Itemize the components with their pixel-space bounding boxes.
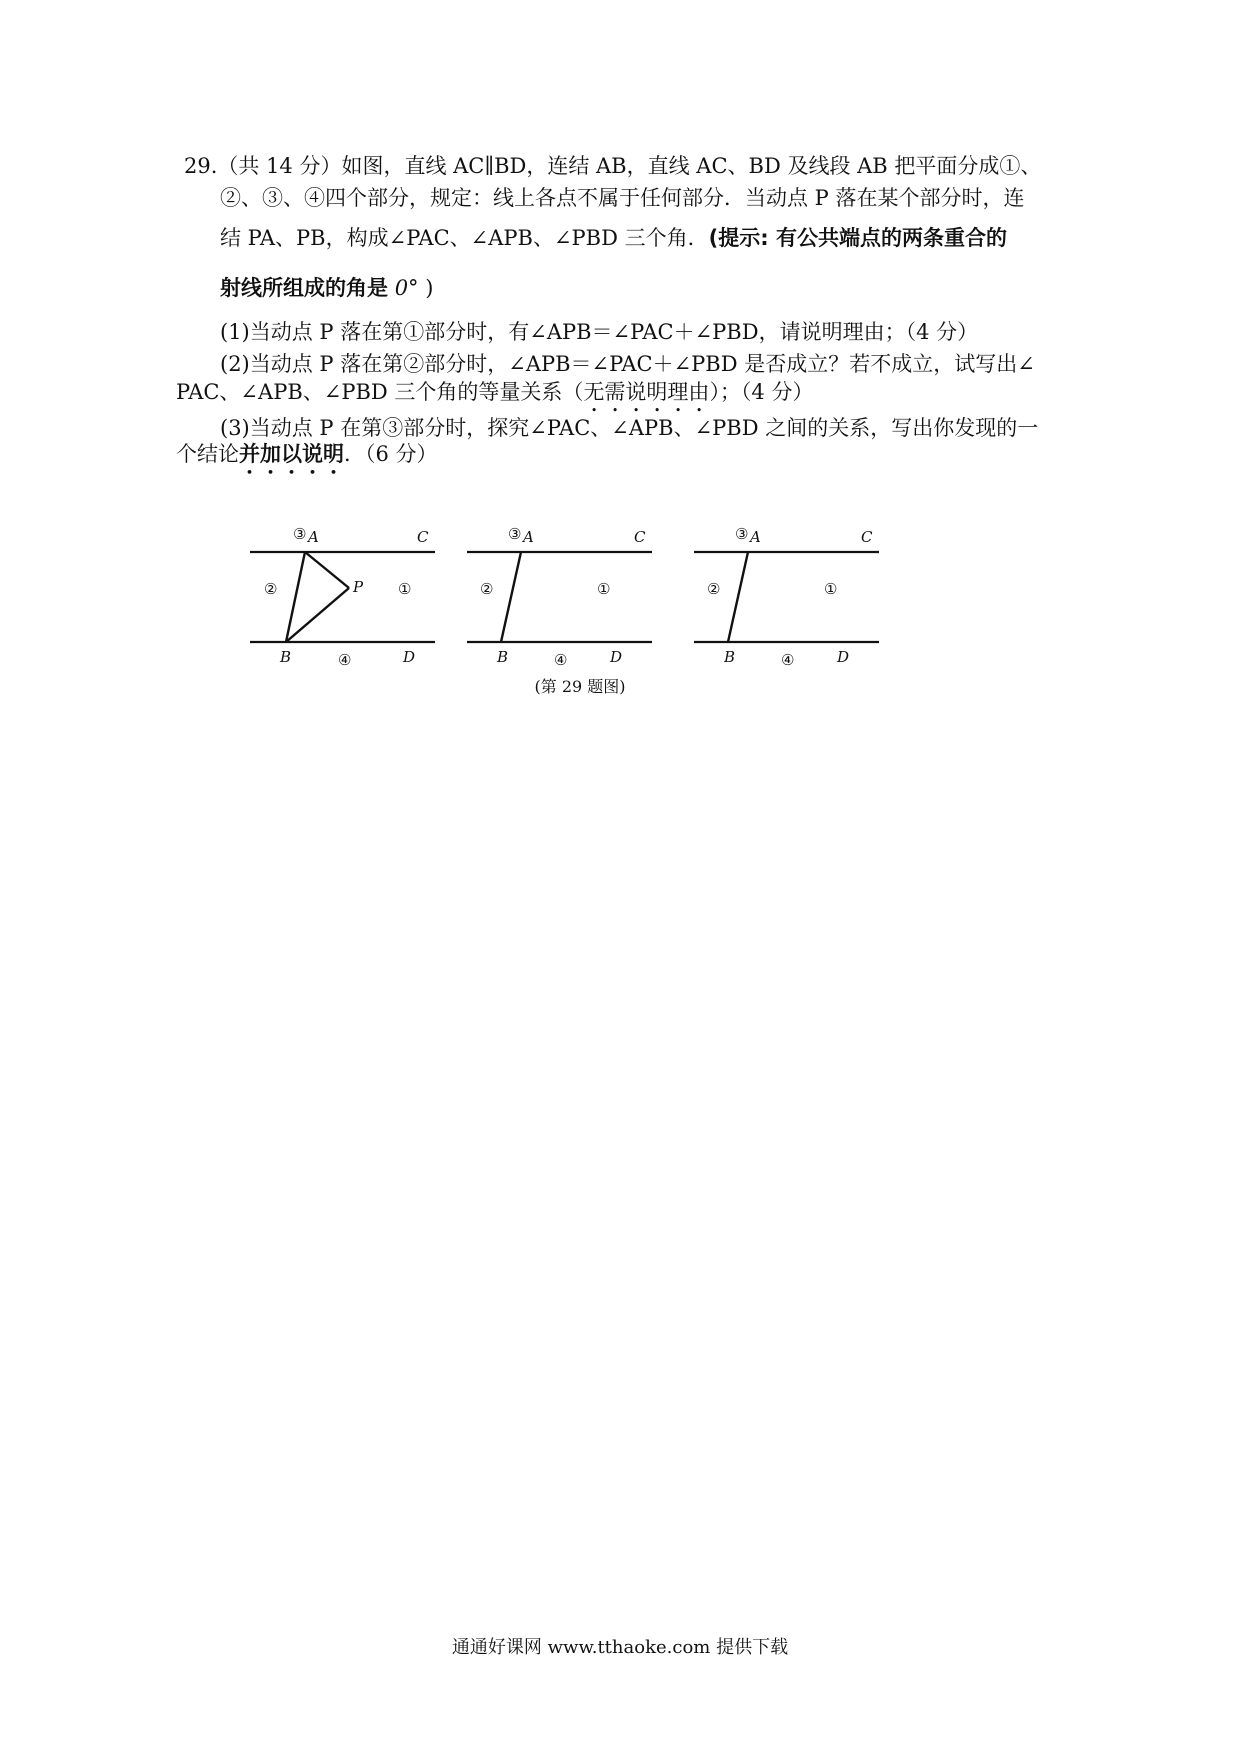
problem-line-3-text: 结 PA、PB，构成∠PAC、∠APB、∠PBD 三个角．	[220, 226, 709, 250]
point-d-label: D	[610, 648, 623, 666]
region-2-label: ②	[264, 580, 278, 598]
point-d-label: D	[837, 648, 850, 666]
problem-line-2: ②、③、④四个部分，规定：线上各点不属于任何部分．当动点 P 落在某个部分时，连	[220, 186, 1025, 210]
region-3-label: ③	[735, 525, 749, 543]
question-2-emphasis: 无需说明理由	[583, 380, 710, 404]
region-2-label: ②	[707, 580, 721, 598]
region-1-label: ①	[597, 580, 611, 598]
problem-line-3	[186, 222, 1007, 252]
region-2-label: ②	[480, 580, 494, 598]
point-b-label: B	[280, 648, 292, 666]
point-d-label: D	[403, 648, 416, 666]
problem-line-4	[186, 272, 433, 302]
question-3-emphasis: 并加以说明	[239, 442, 344, 466]
figure-caption: (第 29 题图)	[534, 677, 626, 696]
region-1-label: ①	[398, 580, 412, 598]
question-2-text-a: PAC、∠APB、∠PBD 三个角的等量关系（	[176, 380, 584, 404]
point-c-label: C	[417, 528, 429, 546]
question-3-line-2	[176, 438, 438, 479]
question-3-text-b: ．（6 分）	[344, 442, 438, 466]
hint-degree: 0°	[394, 276, 419, 300]
region-3-label: ③	[293, 525, 307, 543]
figure-3-svg	[684, 522, 934, 682]
point-c-label: C	[861, 528, 873, 546]
hint-text: (提示: 有公共端点的两条重合的	[708, 226, 1007, 250]
hint-close: )	[425, 276, 434, 300]
segment-ab	[728, 552, 748, 642]
point-p-label: P	[353, 578, 364, 596]
figure-group	[230, 522, 930, 702]
point-a-label: A	[308, 528, 319, 546]
figure-1-svg	[230, 522, 480, 682]
segment-pa	[305, 552, 349, 588]
question-1-text: (1)当动点 P 落在第①部分时，有∠APB＝∠PAC＋∠PBD，请说明理由；（4 分）	[220, 320, 979, 344]
question-2-line-1	[186, 348, 1035, 378]
footer-text: 通通好课网 www.tthaoke.com 提供下载	[451, 1637, 789, 1658]
question-3-text-a: 个结论	[176, 442, 239, 466]
region-4-label: ④	[338, 651, 352, 669]
point-c-label: C	[634, 528, 646, 546]
figure-2-svg	[457, 522, 707, 682]
point-b-label: B	[724, 648, 736, 666]
region-3-label: ③	[508, 525, 522, 543]
segment-ab	[501, 552, 521, 642]
question-2-line-2	[176, 376, 813, 417]
question-3-text: (3)当动点 P 在第③部分时，探究∠PAC、∠APB、∠PBD 之间的关系，写出你发现的一	[220, 416, 1039, 440]
figure-1	[230, 522, 480, 682]
region-4-label: ④	[781, 651, 795, 669]
region-4-label: ④	[554, 651, 568, 669]
point-a-label: A	[523, 528, 534, 546]
figure-3	[684, 522, 934, 682]
hint-continued: 射线所组成的角是	[220, 276, 388, 300]
question-2-text: (2)当动点 P 落在第②部分时，∠APB＝∠PAC＋∠PBD 是否成立？若不成立，试写出∠	[220, 352, 1035, 376]
problem-line-1: 29.（共 14 分）如图，直线 AC∥BD，连结 AB，直线 AC、BD 及线段 AB 把平面分成①、	[184, 154, 1042, 178]
point-a-label: A	[750, 528, 761, 546]
region-1-label: ①	[824, 580, 838, 598]
question-1	[186, 316, 978, 346]
figure-2	[457, 522, 707, 682]
question-2-text-b: ）；（4 分）	[709, 380, 814, 404]
point-b-label: B	[497, 648, 509, 666]
